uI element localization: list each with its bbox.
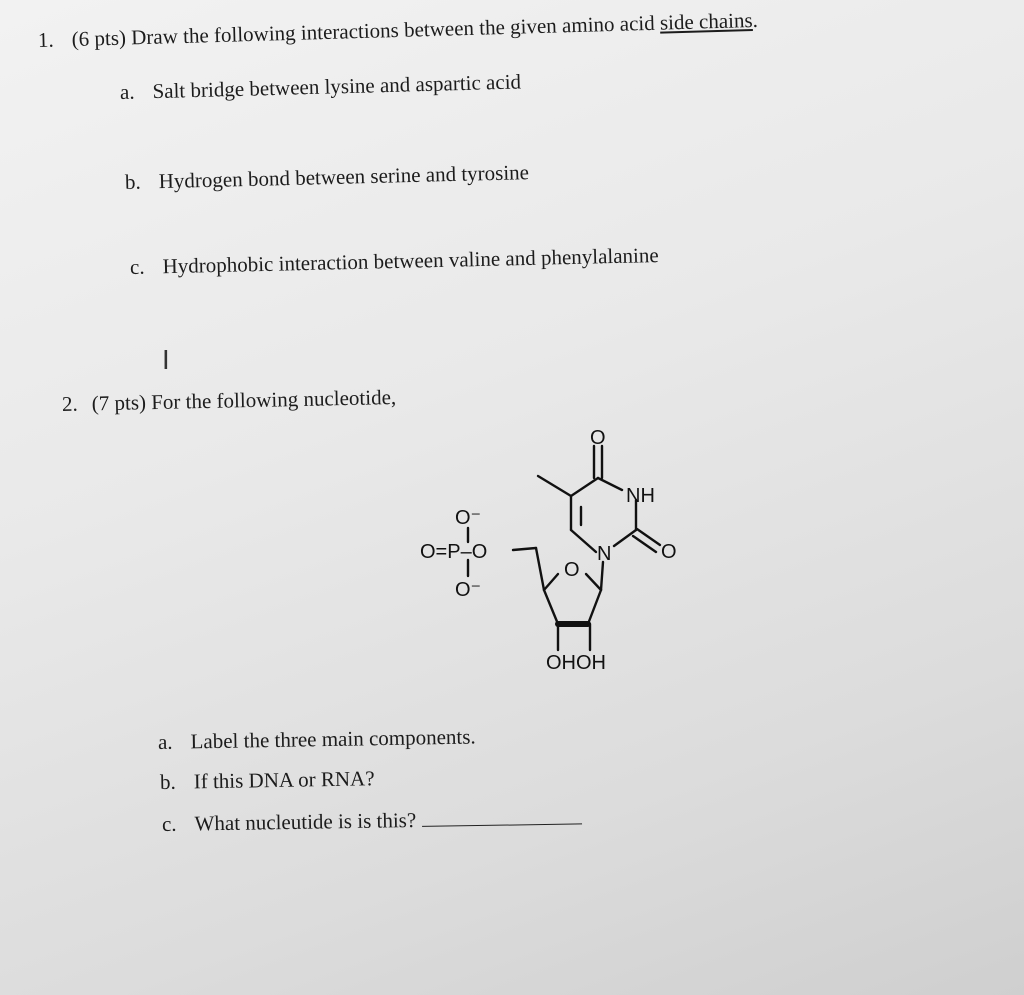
text-cursor-icon: Ⅰ	[162, 346, 170, 376]
q2-item-a-letter: a.	[157, 729, 173, 754]
q1-prompt-underlined: side chains	[659, 8, 753, 35]
hydroxyls-label: OHOH	[546, 652, 606, 674]
q1-prompt-end: .	[752, 7, 759, 33]
ring-o-right-label: O	[661, 541, 677, 563]
q2-item-b-letter: b.	[159, 769, 176, 794]
phosphate-o-top-label: O⁻	[455, 507, 482, 529]
q2-item-b-text: If this DNA or RNA?	[193, 766, 375, 794]
carbonyl-o-label: O	[590, 427, 606, 449]
q2-number: 2.	[61, 391, 78, 416]
nh-label: NH	[626, 485, 655, 507]
q2-item-c-text: What nucleutide is is this?	[194, 808, 417, 836]
q2-item-c-letter: c.	[161, 811, 177, 836]
sugar-o-label: O	[564, 559, 580, 581]
answer-blank-line	[422, 805, 582, 827]
ring-n-label: N	[597, 543, 612, 565]
q2-prompt-text: (7 pts) For the following nucleotide,	[91, 385, 397, 416]
q1-item-c-text: Hydrophobic interaction between valine and phenylalanine	[162, 243, 659, 279]
q1-item-a-letter: a.	[119, 79, 135, 104]
phosphate-o-bottom-label: O⁻	[455, 579, 482, 601]
q1-prompt-text: (6 pts) Draw the following interactions between the given amino acid	[71, 10, 656, 52]
q1-item-c-letter: c.	[129, 254, 145, 279]
q2-item-a-text: Label the three main components.	[190, 724, 476, 754]
q1-item-b-letter: b.	[124, 169, 142, 194]
q1-number: 1.	[37, 27, 55, 52]
phosphate-row-label: O=P–O	[420, 541, 488, 563]
q1-item-b-text: Hydrogen bond between serine and tyrosine	[158, 160, 530, 194]
q2-item-b	[160, 766, 375, 795]
q1-item-a-text: Salt bridge between lysine and aspartic acid	[152, 69, 522, 104]
